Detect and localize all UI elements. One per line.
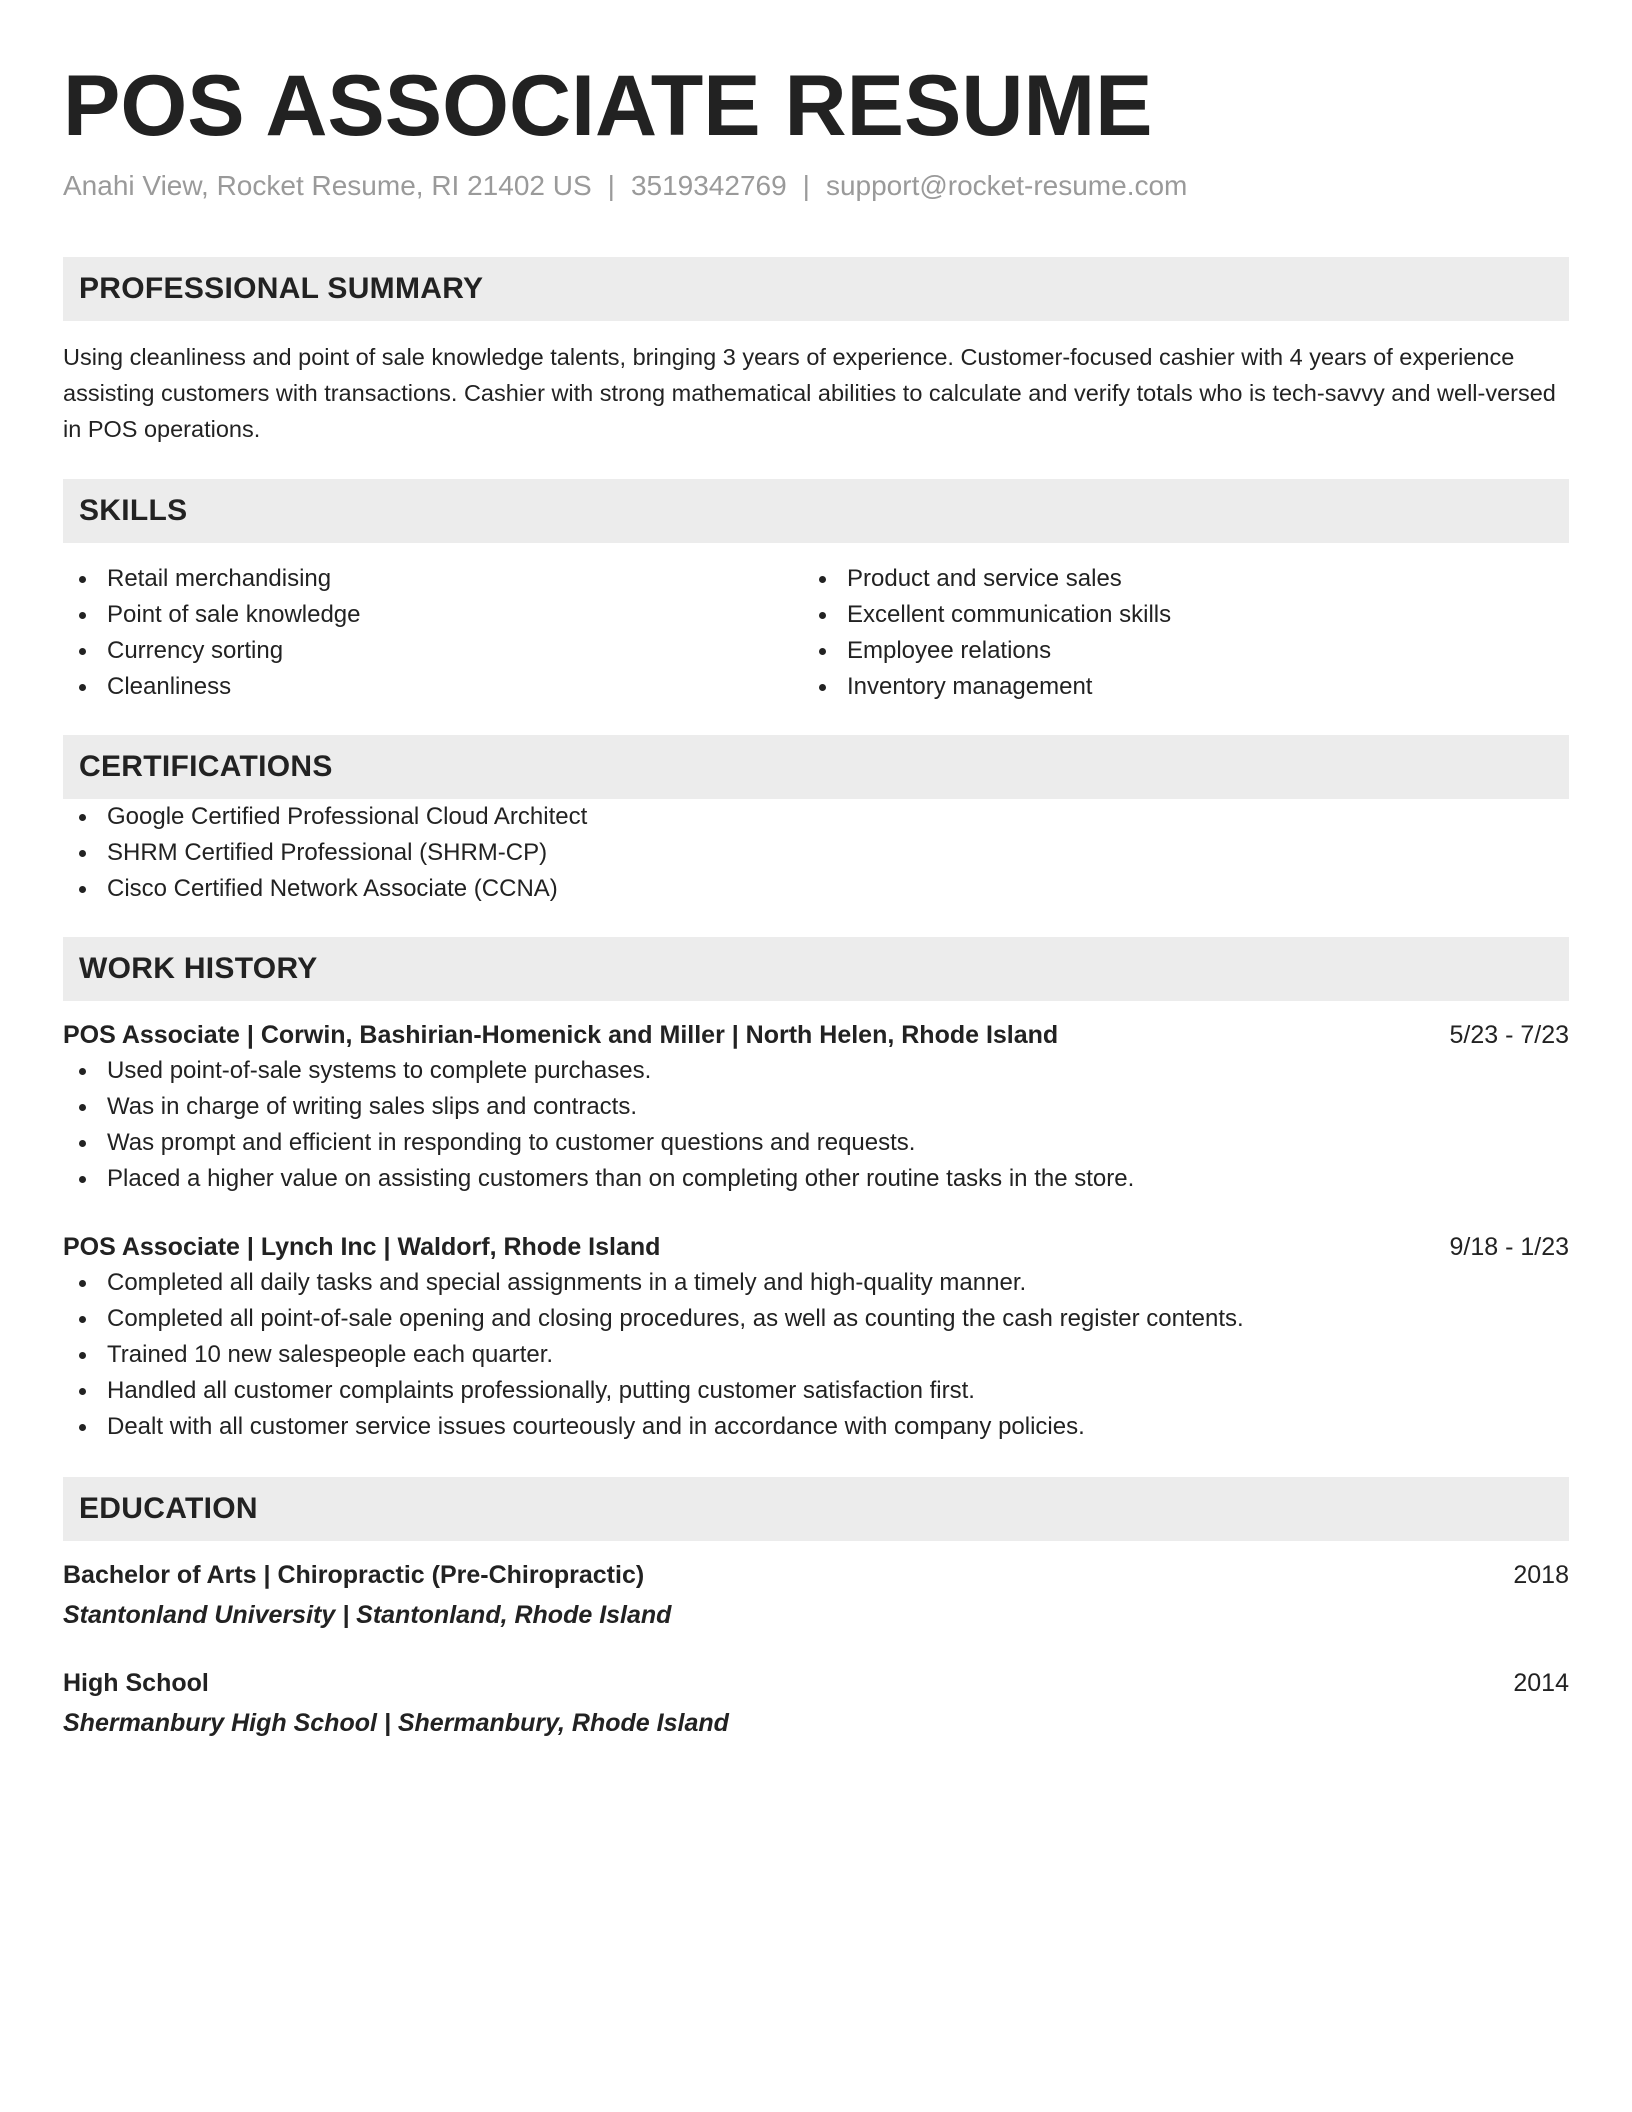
skill-item: Product and service sales [803,561,1543,597]
certifications-section [63,735,1569,907]
job-bullet: Completed all point-of-sale opening and closing procedures, as well as counting the cash register contents. [63,1301,1569,1337]
job-bullet: Handled all customer complaints professionally, putting customer satisfaction first. [63,1373,1569,1409]
certification-item: Google Certified Professional Cloud Architect [63,799,1569,835]
job-dates: 5/23 - 7/23 [1449,1021,1569,1049]
contact-phone: 3519342769 [630,170,787,201]
professional-summary-section [63,257,1569,447]
page-title: POS ASSOCIATE RESUME [63,58,1153,154]
job-bullet: Completed all daily tasks and special assignments in a timely and high-quality manner. [63,1265,1569,1301]
skill-item: Employee relations [803,633,1543,669]
education-school: Stantonland University | Stantonland, Rhode Island [63,1601,672,1629]
section-heading-certifications: CERTIFICATIONS [63,735,1569,799]
work-history-section [63,937,1569,1445]
education-section [63,1477,1569,1741]
education-header [63,1665,1569,1701]
section-heading-education: EDUCATION [63,1477,1569,1541]
job-bullets [63,1265,1569,1445]
skills-list-left [63,561,803,705]
certification-item: Cisco Certified Network Associate (CCNA) [63,871,1569,907]
skill-item: Retail merchandising [63,561,803,597]
job-title: POS Associate | Corwin, Bashirian-Homenick and Miller | North Helen, Rhode Island [63,1021,1059,1049]
job-bullet: Trained 10 new salespeople each quarter. [63,1337,1569,1373]
education-degree: High School [63,1669,209,1697]
job-dates: 9/18 - 1/23 [1449,1233,1569,1261]
skills-list-right [803,561,1543,705]
contact-separator: | [802,170,810,201]
job-bullets [63,1053,1569,1197]
job-bullet: Used point-of-sale systems to complete purchases. [63,1053,1569,1089]
contact-address: Anahi View, Rocket Resume, RI 21402 US [63,170,592,201]
skill-item: Inventory management [803,669,1543,705]
education-school: Shermanbury High School | Shermanbury, Rhode Island [63,1709,729,1737]
job-bullet: Was prompt and efficient in responding to customer questions and requests. [63,1125,1569,1161]
education-year: 2014 [1513,1669,1569,1697]
certification-item: SHRM Certified Professional (SHRM-CP) [63,835,1569,871]
skills-column-right [803,561,1543,705]
summary-text: Using cleanliness and point of sale knowledge talents, bringing 3 years of experience. Customer-focused cashier with 4 years of experience assisting customers with transactions. Cashier with strong mathematical abilities to calculate and verify totals who is tech-savvy and well-versed in POS operations. [63,344,1556,442]
contact-separator: | [607,170,615,201]
job-bullet: Dealt with all customer service issues courteously and in accordance with company policies. [63,1409,1569,1445]
job-header [63,1017,1569,1053]
job-bullet: Was in charge of writing sales slips and contracts. [63,1089,1569,1125]
contact-email: support@rocket-resume.com [825,170,1188,201]
education-year: 2018 [1513,1561,1569,1589]
skills-section [63,479,1569,705]
job-header [63,1229,1569,1265]
skill-item: Point of sale knowledge [63,597,803,633]
job-bullet: Placed a higher value on assisting customers than on completing other routine tasks in the store. [63,1161,1569,1197]
contact-line [63,168,1569,204]
education-degree: Bachelor of Arts | Chiropractic (Pre-Chiropractic) [63,1561,645,1589]
section-heading-summary: PROFESSIONAL SUMMARY [63,257,1569,321]
skill-item: Excellent communication skills [803,597,1543,633]
skills-grid [63,561,1569,705]
certifications-list [63,799,1569,907]
job-title: POS Associate | Lynch Inc | Waldorf, Rhode Island [63,1233,661,1261]
education-header [63,1557,1569,1593]
section-heading-work-history: WORK HISTORY [63,937,1569,1001]
skills-column-left [63,561,803,705]
skill-item: Currency sorting [63,633,803,669]
skill-item: Cleanliness [63,669,803,705]
section-heading-skills: SKILLS [63,479,1569,543]
